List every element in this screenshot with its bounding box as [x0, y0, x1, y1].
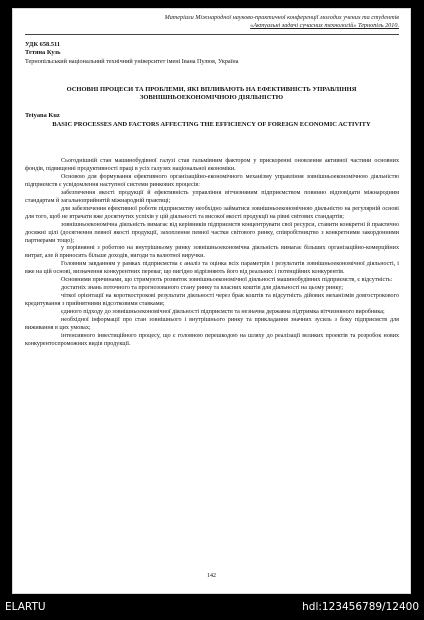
- repository-name: ELARTU: [5, 601, 46, 613]
- author-affiliation: Тернопільський національний технічний університет імені Івана Пулюя, Україна: [25, 58, 239, 65]
- paragraph: інтенсивного інвестиційного процесу, що є головною перешкодою на шляху до реалізації великих проектів та розробок нових конкурентоспроможних видів продукції.: [25, 332, 399, 347]
- header-rule: [25, 34, 399, 35]
- udk-code: УДК 658.511: [25, 41, 61, 48]
- paragraph: достатніх знань поточного та прогнозованого стану ринку та власних коштів для діяльності на цьому ринку;: [61, 285, 344, 292]
- title-ua: ОСНОВНІ ПРОЦЕСИ ТА ПРОБЛЕМИ, ЯКІ ВПЛИВАЮТЬ НА ЕФЕКТИВНІСТЬ УПРАВЛІННЯ ЗОВНІШНЬОЕКОНОМІЧНОЮ ДІЯЛЬНІСТЮ: [66, 86, 357, 101]
- repository-footer: [0, 594, 424, 620]
- header-line-2: «Актуальні задачі сучасних технологій» Тернопіль 2010.: [250, 22, 399, 29]
- paragraph: забезпечення якості продукції й ефективність управління вітчизняним підприємством повинно відповідати міжнародним стандартам й загальноприйнятій міжнародній практиці;: [25, 189, 399, 204]
- paragraph: Головним завданням у рамках підприємства є аналіз та оцінка всіх параметрів і результатів зовнішньоекономічної діяльності, і вже на цій основі, визначення конкурентних переваг, що вигідно відрізняють його від реальних і потенційних конкурентів.: [25, 261, 399, 276]
- handle-identifier: hdl:123456789/12400: [302, 601, 419, 613]
- paragraph: Сьогоднішній стан машинобудівної галузі став гальмівним фактором у прискоренні оновлення активної частини основних фондів, підвищенні продуктивності праці в усіх галузях національної економіки.: [25, 158, 399, 172]
- paragraph: Основою для формування ефективного організаційно-економічного механізму управління зовнішньоекономічною діяльністю підприємств є усвідомлення наступної системи ринкових процесів:: [25, 173, 399, 188]
- article-body: [25, 158, 399, 349]
- paragraph: у порівнянні з роботою на внутрішньому ринку зовнішньоекономічна діяльність вимагає більших організаційно-комерційних витрат, але й приносить більше доходів, вигоди та валютної виручки.: [25, 245, 399, 260]
- document-page: [12, 8, 411, 594]
- paragraph: єдиного підходу до зовнішньоекономічної діяльності підприємств та незначна державна підтримка вітчизняного виробника;: [61, 309, 385, 316]
- paragraph: Основними причинами, що стримують розвиток зовнішньоекономічної діяльності машинобудівних підприємств, є відсутність:: [61, 277, 393, 284]
- paragraph: необхідної інформації про стан зовнішнього і внутрішнього ринку та прикладання значних зусиль з боку підприємств для виживання в цих умовах;: [25, 317, 399, 332]
- author-name-ua: Тетяна Кузь: [25, 49, 61, 56]
- header-line-1: Матеріали Міжнародної науково-практичної конференції молодих учених та студентів: [164, 14, 399, 21]
- author-name-en: Tetyana Kuz: [25, 112, 60, 119]
- page-number: 142: [207, 573, 216, 579]
- title-en: BASIC PROCESSES AND FACTORS AFFECTING THE EFFICIENCY OF FOREIGN ECONOMIC ACTIVITY: [52, 121, 371, 128]
- paragraph: чіткої орієнтації на короткострокові результати діяльності через брак коштів та відсутність дійових механізмів довгострокового кредитування з прийнятними відсотковими ставками;: [25, 293, 399, 308]
- paragraph: для забезпечення ефективної роботи підприємству необхідно займатися зовнішньоекономічною діяльністю на регулярній основі для того, щоб не втрачати вже досягнутих успіхів у цій діяльності та високої якості продукції на рівні світових стандартів;: [25, 205, 399, 220]
- conference-header: [59, 14, 399, 30]
- paragraph: зовнішньоекономічна діяльність вимагає від керівників підприємств концентрувати свої ресурси, ставити конкретні й практично досяжні цілі (досягнення певної якості продукції, захоплення певної частки світового ринку, співробітництво з конкретними закордонними партнерами тощо);: [25, 221, 399, 244]
